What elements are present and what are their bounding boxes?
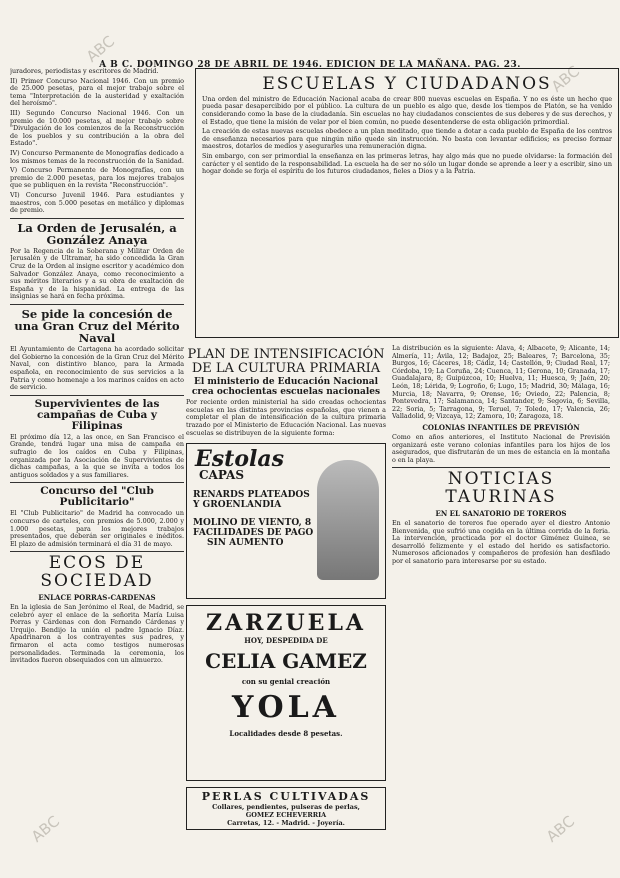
subheadline: COLONIAS INFANTILES DE PREVISIÓN	[422, 422, 580, 432]
page-header: A B C. DOMINGO 28 DE ABRIL DE 1946. EDICION DE LA MAÑANA. PAG. 23.	[99, 60, 521, 70]
article-text: Como en años anteriores, el Instituto Nacional de Previsión organizará este verano colonias infantiles para los hijos de los asegurados, que disfrutarán de un mes de estancia en la montaña o en la playa.	[392, 432, 610, 464]
ad-show: YOLA	[232, 690, 340, 726]
ad-line: Localidades desde 8 pesetas.	[229, 729, 343, 739]
article-text: juradores, periodistas y escritores de Madrid.	[10, 68, 159, 75]
headline-escuelas: ESCUELAS Y CIUDADANOS	[262, 74, 552, 94]
ad-perlas	[186, 787, 386, 830]
watermark: ABC	[547, 62, 583, 96]
middle-column	[186, 345, 386, 830]
model-figure	[317, 460, 379, 580]
article-text: El próximo día 12, a las once, en San Francisco el Grande, tendrá lugar una misa de campaña en sufragio de los caídos en Cuba y Filipinas, organizada por la Asociación de Supervivientes de dichas campañas, a la que se invita a todos los antiguos soldados y a sus familiares.	[10, 432, 184, 479]
ad-line: CAPAS	[199, 468, 244, 483]
divider	[10, 551, 184, 552]
ad-brand: Estolas	[195, 446, 284, 473]
ad-artist: CELIA GAMEZ	[205, 649, 367, 674]
divider	[10, 304, 184, 305]
headline-plan: PLAN DE INTENSIFICACIÓN DE LA CULTURA PRIMARIA	[187, 347, 385, 376]
article-text: En el sanatorio de toreros fue operado ayer el diestro Antonio Bienvenida, que sufrió una cogida en la última corrida de la feria. La intervención, practicada por el doctor Giménez Guinea, se desarrolló felizmente y el estado del herido es satisfactorio. Numerosos aficionados y compañeros de profesión han desfilado por el sanatorio para interesarse por su estado.	[392, 519, 610, 565]
left-column	[10, 68, 184, 868]
article-text: El "Club Publicitario" de Madrid ha convocado un concurso de carteles, con premios de 5.000, 2.000 y 1.000 pesetas, para los mejores trabajos presentados, que deberán ser originales e inéditos. El plazo de admisión terminará el día 31 de mayo.	[10, 509, 184, 548]
ad-title: PERLAS CULTIVADAS	[201, 790, 371, 804]
watermark: ABC	[82, 32, 118, 66]
article-text: Sin embargo, con ser primordial la enseñanza en las primeras letras, hay algo más que no puede olvidarse: la formación del carácter y el sentido de la responsabilidad. La escuela ha de ser no sólo un lugar donde se aprende a leer y a escribir, sino un hogar donde se forja el espíritu de los futuros ciudadanos, fieles a Dios y a la Patria.	[202, 152, 612, 176]
ad-line: SIN AUMENTO	[207, 538, 284, 549]
ad-line: HOY, DESPEDIDA DE	[244, 636, 328, 646]
ad-capas	[186, 443, 386, 599]
divider	[10, 482, 184, 483]
headline-sociedad: ECOS DE SOCIEDAD	[40, 553, 154, 592]
divider	[10, 395, 184, 396]
ad-line: MOLINO DE VIENTO, 8	[193, 518, 312, 529]
ad-line: Collares, pendientes, pulseras de perlas,	[212, 803, 360, 812]
article-text: IV) Concurso Permanente de Monografías dedicado a los mismos temas de la reconstrucción de la Sanidad.	[10, 148, 184, 165]
headline-campanas: Supervivientes de las campañas de Cuba y Filipinas	[34, 397, 160, 432]
divider	[10, 218, 184, 219]
subheadline: EN EL SANATORIO DE TOREROS	[435, 509, 567, 518]
article-text: Por reciente orden ministerial ha sido creadas ochocientas escuelas en las distintas provincias españolas, que vienen a completar el plan de intensificación de la cultura primaria trazado por el Ministerio de Educación Nacional. Las nuevas escuelas se distribuyen de la siguiente forma:	[186, 398, 386, 437]
watermark: ABC	[542, 812, 578, 846]
article-text: El Ayuntamiento de Cartagena ha acordado solicitar del Gobierno la concesión de la Gran Cruz del Mérito Naval, con distintivo blanco, para la Armada española, en reconocimiento de sus servicios a la Patria y como homenaje a los marinos caídos en acto de servicio.	[10, 345, 184, 392]
divider	[392, 467, 610, 468]
article-text: V) Concurso Permanente de Monografías, con un premio de 2.000 pesetas, para los mejores trabajos que se publiquen en la revista "Reconstrucción".	[10, 166, 184, 190]
article-text: La creación de estas nuevas escuelas obedece a un plan meditado, que tiende a dotar a cada pueblo de España de los centros de enseñanza necesarios para que ningún niño quede sin instrucción. No basta con levantar edificios; es preciso formar maestros, dotarlos de medios y asegurarles una remuneración digna.	[202, 127, 612, 151]
headline-naval: Se pide la concesión de una Gran Cruz del Mérito Naval	[14, 306, 180, 346]
ad-line: GOMEZ ECHEVERRIA	[245, 811, 327, 820]
watermark: ABC	[27, 812, 63, 846]
article-text: VI) Concurso Juvenil 1946. Para estudiantes y maestros, con 5.000 pesetas en metálico y diplomas de premio.	[10, 190, 184, 215]
subheadline: ENLACE PORRAS-CARDENAS	[38, 593, 156, 603]
subheadline: El ministerio de Educación Nacional crea ochocientas escuelas nacionales	[191, 377, 381, 398]
headline-taurinas: NOTICIAS TAURINAS	[445, 469, 557, 508]
ad-line: FACILIDADES DE PAGO	[193, 528, 314, 539]
ad-line: Y GROENLANDIA	[193, 500, 282, 511]
article-text: Por la Regencia de la Soberana y Militar Orden de Jerusalén y de Ultramar, ha sido concedida la Gran Cruz de la Orden al insigne escritor y académico don Salvador González Anaya, como reconocimiento a sus méritos literarios y a su obra de exaltación de España y de la hispanidad. La entrega de las insignias se hará en fecha próxima.	[10, 246, 184, 301]
editorial-box	[195, 68, 619, 338]
headline-jerusalen: La Orden de Jerusalén, a González Anaya	[17, 220, 177, 247]
ad-zarzuela	[186, 605, 386, 781]
article-text: Una orden del ministro de Educación Nacional acaba de crear 800 nuevas escuelas en España. Y no es éste un hecho que pueda pasar desapercibido por el público. La cultura de un pueblo es algo que, desde los tiempos de Platón, se ha venido considerando como la base de la ciudadanía. Sin escuelas no hay ciudadanos conscientes de sus deberes y de sus derechos, y el Estado, que tiene la misión de velar por el bien común, no puede desentenderse de esta obligación primordial.	[202, 94, 612, 126]
right-column	[392, 345, 610, 568]
ad-line: con su genial creación	[241, 677, 331, 687]
article-text: II) Primer Concurso Nacional 1946. Con un premio de 25.000 pesetas, para el mejor trabajo sobre el tema "Interpretación de la austeridad y exaltación del heroísmo".	[10, 76, 184, 108]
ad-theater: ZARZUELA	[206, 610, 366, 637]
article-text: En la iglesia de San Jerónimo el Real, de Madrid, se celebró ayer el enlace de la señorita María Luisa Porras y Cárdenas con don Fernando Cárdenas y Urquijo. Bendijo la unión el padre Ignacio Díaz. Apadrinaron a los contrayentes sus padres, y firmaron el acta como testigos numerosas personalidades. Terminada la ceremonia, los invitados fueron obsequiados con un almuerzo.	[10, 603, 184, 665]
article-text: La distribución es la siguiente: Álava, 4; Albacete, 9; Alicante, 14; Almería, 11; Ávila, 12; Badajoz, 25; Baleares, 7; Barcelona, 35; Burgos, 16; Cáceres, 18; Cádiz, 14; Castellón, 9; Ciudad Real, 17; Córdoba, 19; La Coruña, 24; Cuenca, 11; Gerona, 10; Granada, 17; Guadalajara, 8; Guipúzcoa, 10; Huelva, 11; Huesca, 9; Jaén, 20; León, 18; Lérida, 9; Logroño, 6; Lugo, 15; Madrid, 30; Málaga, 16; Murcia, 18; Navarra, 9; Orense, 16; Oviedo, 22; Palencia, 8; Pontevedra, 17; Salamanca, 14; Santander, 9; Segovia, 6; Sevilla, 22; Soria, 5; Tarragona, 9; Teruel, 7; Toledo, 17; Valencia, 26; Valladolid, 9; Vizcaya, 12; Zamora, 10; Zaragoza, 18.	[392, 345, 610, 421]
ad-line: Carretas, 12. - Madrid. - Joyería.	[227, 819, 345, 828]
article-text: III) Segundo Concurso Nacional 1946. Con un premio de 10.000 pesetas, al mejor trabajo sobre "Divulgación de los comienzos de la Reconstrucción de los pueblos y su contribución a la obra del Estado".	[10, 108, 184, 148]
headline-publicitario: Concurso del "Club Publicitario"	[40, 485, 154, 509]
ad-line: RENARDS PLATEADOS	[193, 490, 310, 501]
